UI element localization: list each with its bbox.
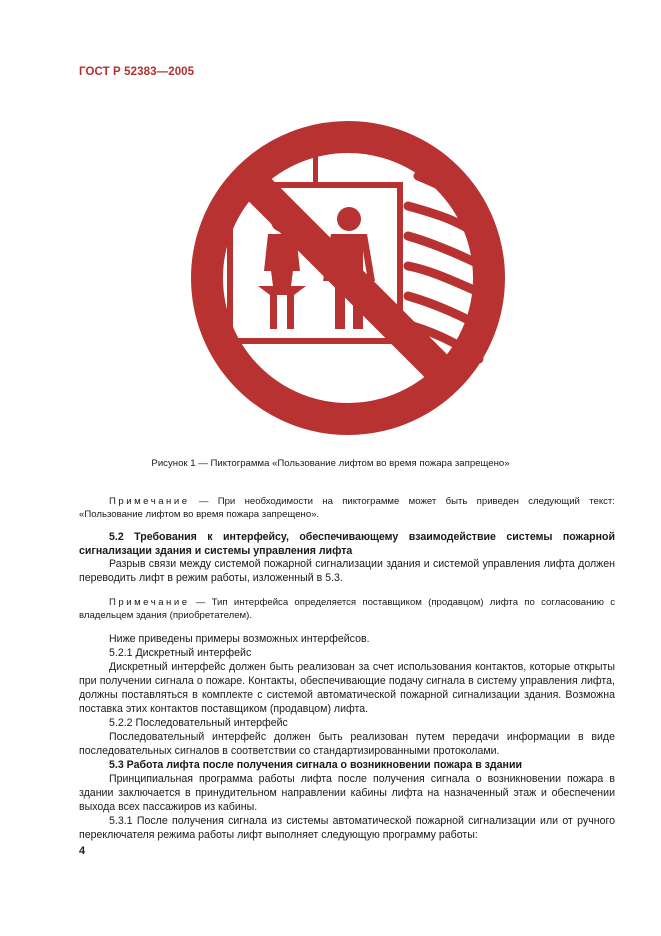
section-5-2-paragraph: Разрыв связи между системой пожарной сигнализации здания и системой управления лифта должен переводить лифт в режим работы, изложенный в 5.3.	[79, 558, 615, 584]
note-1	[79, 495, 615, 521]
subsection-5-2-1-text: Дискретный интерфейс должен быть реализован за счет использования контактов, которые открыты при получении сигнала о пожаре. Контакты, обеспечивающие подачу сигнала в систему управления лифта, должны поставляться в комплекте с системой автоматической пожарной сигнализации здания. Возможна поставка этих контактов поставщиком (продавцом) лифта.	[79, 661, 615, 715]
note-label: Примечание	[109, 496, 190, 507]
subsection-5-2-2-text: Последовательный интерфейс должен быть реализован путем передачи информации в виде последовательных сигналов в соответствии со стандартизированными протоколами.	[79, 731, 615, 757]
subsection-5-2-2-title: 5.2.2 Последовательный интерфейс	[109, 717, 288, 729]
subsection-5-3-1-text: 5.3.1 После получения сигнала из системы автоматической пожарной сигнализации или от ручного переключателя режима работы лифт выполняет следующую программу работы:	[79, 815, 615, 841]
section-5-2-heading: 5.2 Требования к интерфейсу, обеспечивающему взаимодействие системы пожарной сигнализации здания и системы управления лифта	[79, 531, 615, 557]
figure-caption: Рисунок 1 — Пиктограмма «Пользование лифтом во время пожара запрещено»	[151, 458, 510, 469]
note-text: — При необходимости на пиктограмме может быть приведен следующий текст: «Пользование лифтом во время пожара запрещено».	[79, 496, 615, 520]
body-text	[79, 632, 615, 842]
page-number: 4	[79, 845, 86, 857]
section-5-3-heading: 5.3 Работа лифта после получения сигнала о возникновении пожара в здании	[109, 759, 522, 771]
note-2	[79, 596, 615, 622]
subsection-5-2-1-title: 5.2.1 Дискретный интерфейс	[109, 647, 252, 659]
section-5-3-paragraph: Принципиальная программа работы лифта после получения сигнала о возникновении пожара в здании заключается в принудительном направлении кабины лифта на назначенный этаж и обеспечении выхода всех пассажиров из кабины.	[79, 773, 615, 813]
examples-intro: Ниже приведены примеры возможных интерфейсов.	[109, 633, 370, 645]
note-text: — Тип интерфейса определяется поставщиком (продавцом) лифта по согласованию с владельцем здания (приобретателем).	[79, 597, 615, 621]
note-label: Примечание	[109, 597, 190, 608]
standard-id-header: ГОСТ Р 52383—2005	[79, 66, 195, 78]
elevator-fire-prohibition-sign	[163, 121, 533, 436]
